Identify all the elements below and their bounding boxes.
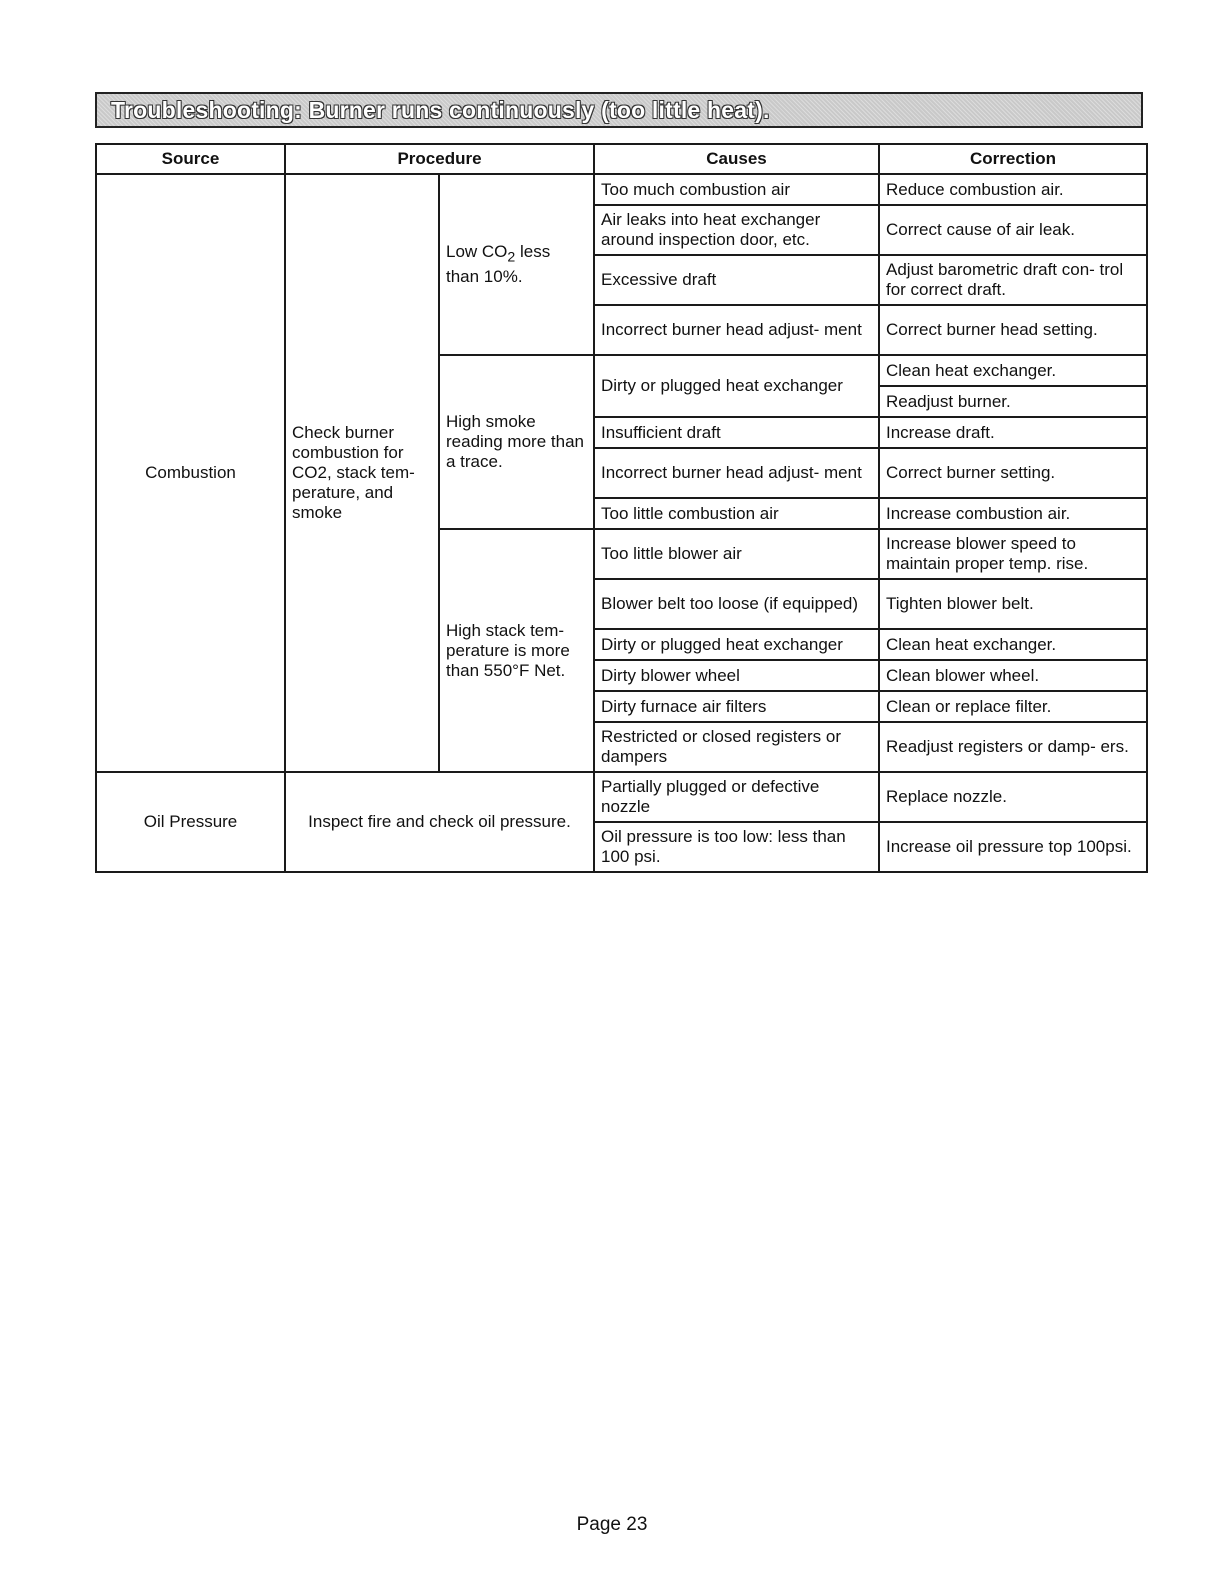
sub-procedure-high-smoke: High smoke reading more than a trace. bbox=[439, 355, 594, 529]
correction-cell: Correct burner setting. bbox=[879, 448, 1147, 498]
header-correction: Correction bbox=[879, 144, 1147, 174]
cause-cell: Incorrect burner head adjust- ment bbox=[594, 305, 879, 355]
cause-cell: Too little blower air bbox=[594, 529, 879, 579]
procedure-combustion: Check burner combustion for CO2, stack tem- perature, and smoke bbox=[285, 174, 439, 772]
cause-cell: Partially plugged or defective nozzle bbox=[594, 772, 879, 822]
correction-cell: Correct burner head setting. bbox=[879, 305, 1147, 355]
cause-cell: Air leaks into heat exchanger around inspection door, etc. bbox=[594, 205, 879, 255]
header-source: Source bbox=[96, 144, 285, 174]
correction-cell: Tighten blower belt. bbox=[879, 579, 1147, 629]
cause-cell: Dirty furnace air filters bbox=[594, 691, 879, 722]
table-header-row bbox=[96, 144, 1147, 174]
header-procedure: Procedure bbox=[285, 144, 594, 174]
source-oil-pressure: Oil Pressure bbox=[96, 772, 285, 872]
header-causes: Causes bbox=[594, 144, 879, 174]
section-title-bar bbox=[95, 92, 1143, 128]
correction-cell: Clean or replace filter. bbox=[879, 691, 1147, 722]
correction-cell: Replace nozzle. bbox=[879, 772, 1147, 822]
source-combustion: Combustion bbox=[96, 174, 285, 772]
correction-cell: Increase oil pressure top 100psi. bbox=[879, 822, 1147, 872]
cause-cell: Dirty or plugged heat exchanger bbox=[594, 629, 879, 660]
cause-cell: Incorrect burner head adjust- ment bbox=[594, 448, 879, 498]
correction-cell: Reduce combustion air. bbox=[879, 174, 1147, 205]
correction-cell: Increase combustion air. bbox=[879, 498, 1147, 529]
procedure-oil-pressure: Inspect fire and check oil pressure. bbox=[285, 772, 594, 872]
correction-cell: Clean heat exchanger. bbox=[879, 355, 1147, 386]
correction-cell: Increase draft. bbox=[879, 417, 1147, 448]
table-row bbox=[96, 772, 1147, 822]
cause-cell: Blower belt too loose (if equipped) bbox=[594, 579, 879, 629]
cause-cell: Too much combustion air bbox=[594, 174, 879, 205]
cause-cell: Excessive draft bbox=[594, 255, 879, 305]
page-number: Page 23 bbox=[576, 1514, 648, 1535]
troubleshooting-table bbox=[95, 143, 1148, 873]
cause-cell: Insufficient draft bbox=[594, 417, 879, 448]
cause-cell: Dirty or plugged heat exchanger bbox=[594, 355, 879, 417]
section-title: Troubleshooting: Burner runs continuously (too little heat). bbox=[111, 96, 770, 123]
correction-cell: Increase blower speed to maintain proper temp. rise. bbox=[879, 529, 1147, 579]
table-row bbox=[96, 174, 1147, 205]
cause-cell: Too little combustion air bbox=[594, 498, 879, 529]
correction-cell: Readjust registers or damp- ers. bbox=[879, 722, 1147, 772]
cause-cell: Oil pressure is too low: less than 100 psi. bbox=[594, 822, 879, 872]
correction-cell: Clean heat exchanger. bbox=[879, 629, 1147, 660]
sub-procedure-low-co2: Low $CO_2$ less than 10%. bbox=[439, 174, 594, 355]
correction-cell: Readjust burner. bbox=[879, 386, 1147, 417]
correction-cell: Clean blower wheel. bbox=[879, 660, 1147, 691]
cause-cell: Restricted or closed registers or dampers bbox=[594, 722, 879, 772]
sub-procedure-high-stack: High stack tem- perature is more than 550°F Net. bbox=[439, 529, 594, 772]
cause-cell: Dirty blower wheel bbox=[594, 660, 879, 691]
correction-cell: Correct cause of air leak. bbox=[879, 205, 1147, 255]
correction-cell: Adjust barometric draft con- trol for correct draft. bbox=[879, 255, 1147, 305]
